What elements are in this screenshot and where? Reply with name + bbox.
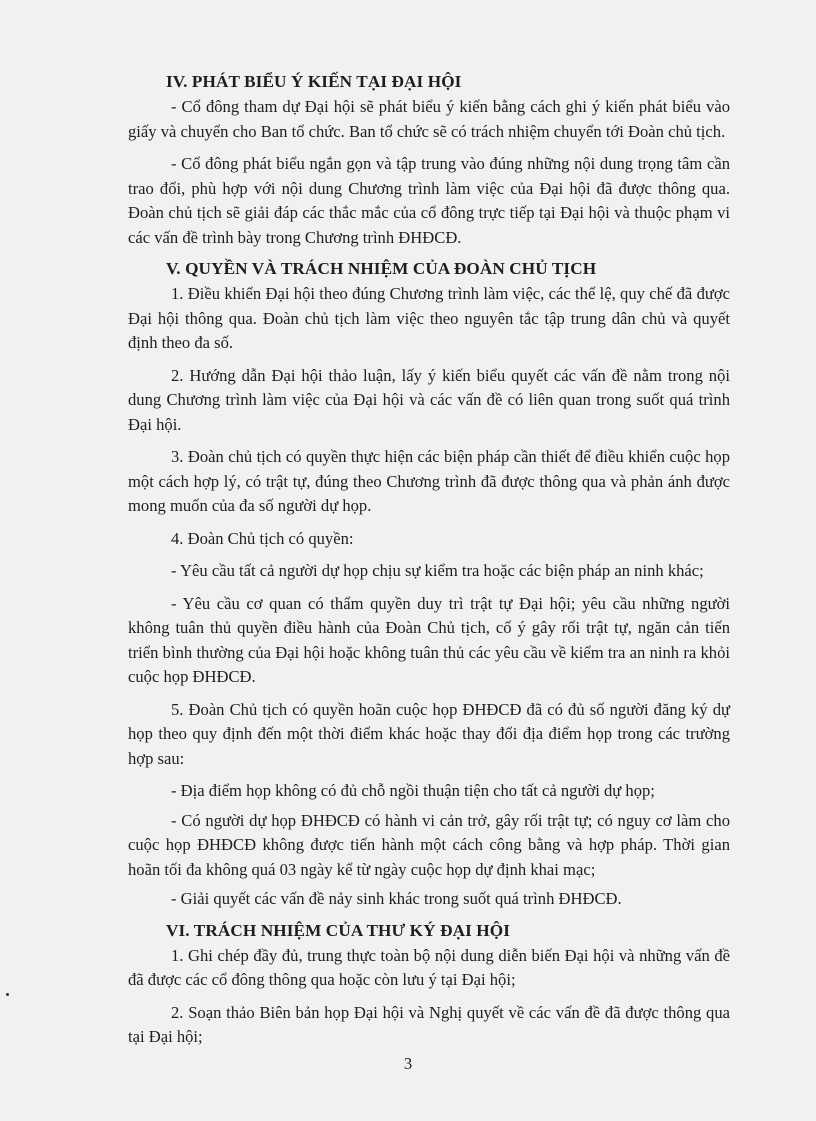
paragraph: 2. Soạn thảo Biên bản họp Đại hội và Nghị quyết về các vấn đề đã được thông qua tại Đại hội; (128, 1002, 730, 1046)
section-iv (128, 68, 730, 250)
paragraph: - Có người dự họp ĐHĐCĐ có hành vi cản trở, gây rối trật tự; có nguy cơ làm cho cuộc họp ĐHĐCĐ không được tiến hành một cách công bằng và hợp pháp. Thời gian hoãn tối đa không quá 03 ngày kể từ ngày cuộc họp dự định khai mạc; (128, 810, 730, 879)
paragraph: 1. Ghi chép đầy đủ, trung thực toàn bộ nội dung diễn biến Đại hội và những vấn đề đã được các cổ đông thông qua hoặc còn lưu ý tại Đại hội; (128, 945, 730, 989)
scan-speck (6, 993, 9, 996)
paragraph: - Cổ đông tham dự Đại hội sẽ phát biểu ý kiến bằng cách ghi ý kiến phát biểu vào giấy và chuyển cho Ban tổ chức. Ban tổ chức sẽ có trách nhiệm chuyển tới Đoàn chủ tịch. (128, 97, 730, 141)
paragraph: - Giải quyết các vấn đề nảy sinh khác trong suốt quá trình ĐHĐCĐ. (171, 889, 622, 908)
paragraph: 2. Hướng dẫn Đại hội thảo luận, lấy ý kiến biểu quyết các vấn đề nằm trong nội dung Chương trình làm việc của Đại hội và các vấn đề có liên quan trong suốt quá trình Đại hội. (128, 365, 730, 434)
document-body (128, 68, 730, 1058)
page-number: 3 (403, 1054, 413, 1073)
section-heading: VI. TRÁCH NHIỆM CỦA THƯ KÝ ĐẠI HỘI (166, 920, 511, 940)
paragraph: - Cổ đông phát biểu ngắn gọn và tập trung vào đúng những nội dung trọng tâm cần trao đổi, phù hợp với nội dung Chương trình làm việc của Đại hội đã được thông qua. Đoàn chủ tịch sẽ giải đáp các thắc mắc của cổ đông trực tiếp tại Đại hội và thuộc phạm vi các vấn đề trình bày trong Chương trình ĐHĐCĐ. (128, 154, 730, 247)
paragraph: 5. Đoàn Chủ tịch có quyền hoãn cuộc họp ĐHĐCĐ đã có đủ số người đăng ký dự họp theo quy định đến một thời điểm khác hoặc thay đổi địa điểm họp trong các trường hợp sau: (128, 699, 730, 768)
section-vi (128, 917, 730, 1050)
paragraph: - Yêu cầu cơ quan có thẩm quyền duy trì trật tự Đại hội; yêu cầu những người không tuân thủ quyền điều hành của Đoàn Chủ tịch, cố ý gây rối trật tự, ngăn cản tiến triển bình thường của Đại hội hoặc không tuân thủ các yêu cầu về kiểm tra an ninh ra khỏi cuộc họp ĐHĐCĐ. (128, 593, 730, 686)
paragraph: 4. Đoàn Chủ tịch có quyền: (171, 528, 354, 548)
paragraph: - Yêu cầu tất cả người dự họp chịu sự kiểm tra hoặc các biện pháp an ninh khác; (171, 561, 704, 580)
section-heading: V. QUYỀN VÀ TRÁCH NHIỆM CỦA ĐOÀN CHỦ TỊCH (166, 259, 597, 278)
paragraph: 1. Điều khiển Đại hội theo đúng Chương trình làm việc, các thể lệ, quy chế đã được Đại hội thông qua. Đoàn chủ tịch làm việc theo nguyên tắc tập trung dân chủ và quyết định theo đa số. (128, 284, 730, 352)
section-heading: IV. PHÁT BIỂU Ý KIẾN TẠI ĐẠI HỘI (166, 72, 462, 91)
paragraph: 3. Đoàn chủ tịch có quyền thực hiện các biện pháp cần thiết để điều khiển cuộc họp một cách hợp lý, có trật tự, đúng theo Chương trình đã được thông qua và phản ánh được mong muốn của đa số người dự họp. (128, 447, 730, 515)
section-v (128, 255, 730, 912)
paragraph: - Địa điểm họp không có đủ chỗ ngồi thuận tiện cho tất cả người dự họp; (171, 781, 655, 800)
